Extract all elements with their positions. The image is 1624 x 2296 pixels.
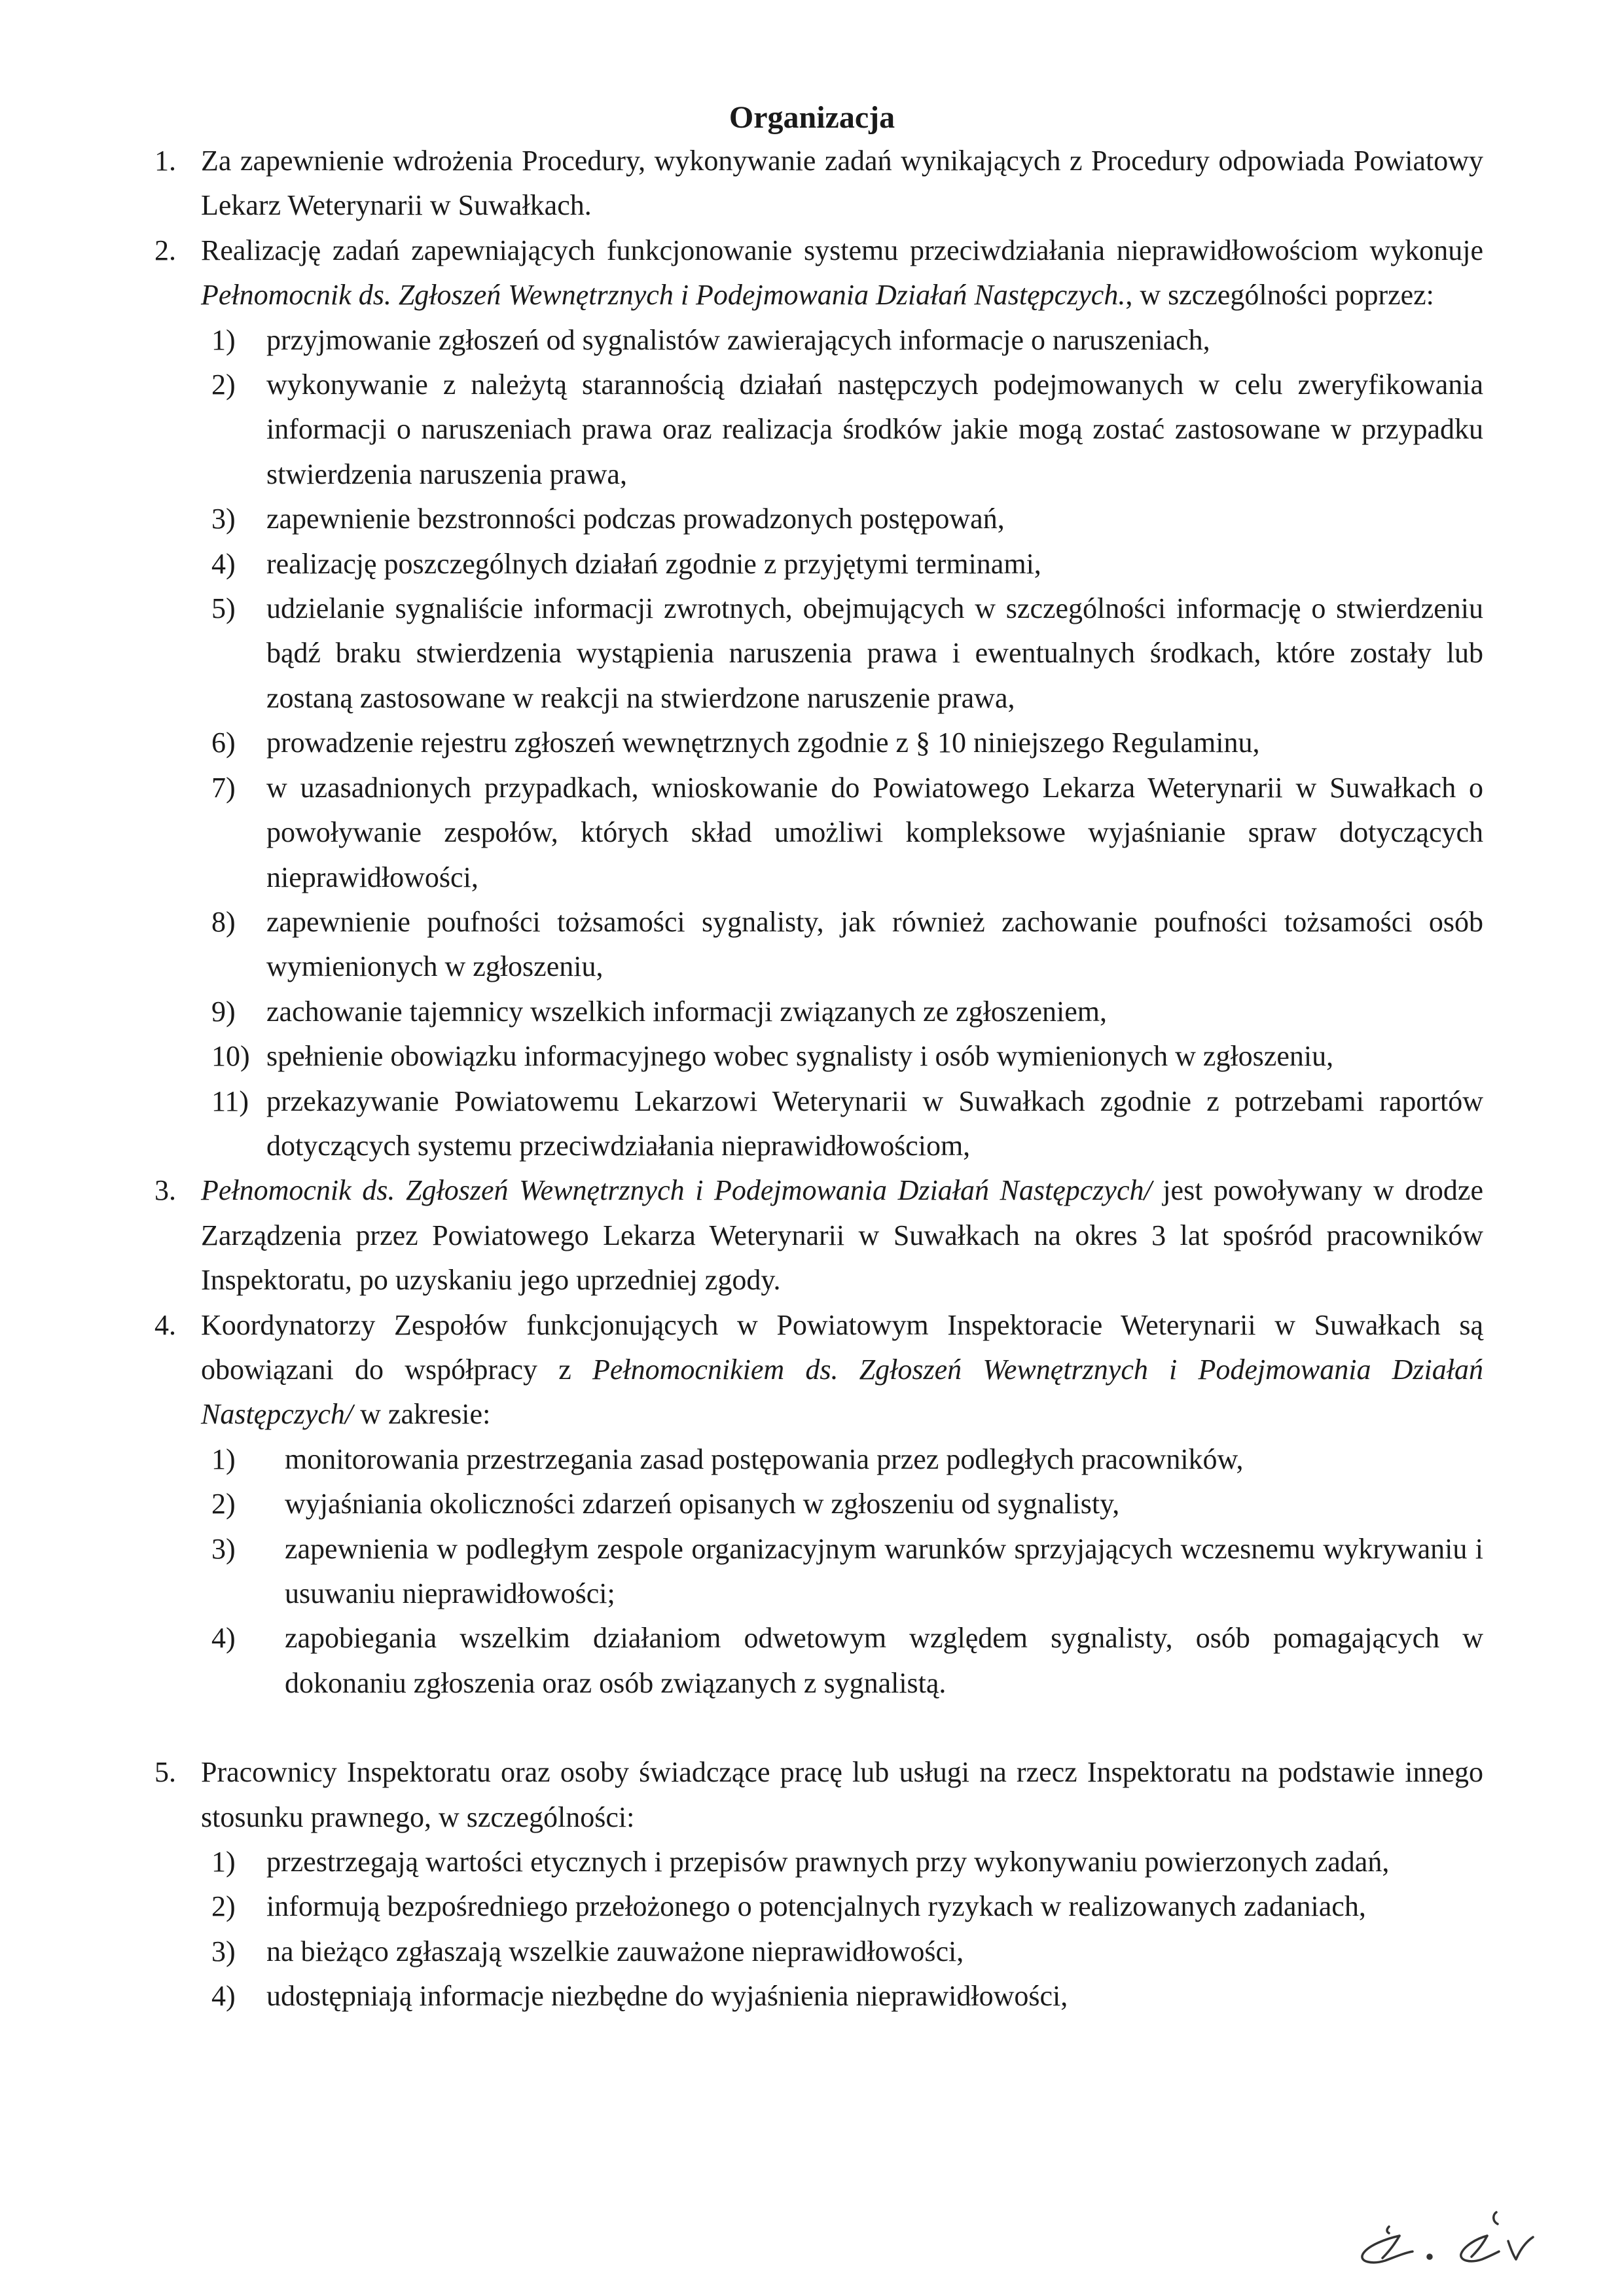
list-item-number: 4) (211, 547, 236, 580)
list-item (211, 1840, 1483, 1884)
point-text-part: , w szczególności poprzez: (1125, 279, 1434, 312)
list-item-text: wyjaśniania okoliczności zdarzeń opisanych w zgłoszeniu od sygnalisty, (285, 1488, 1120, 1520)
point-3 (154, 1168, 1483, 1302)
point-text-part: jest powoływany w drodze Zarządzenia przez Powiatowego Lekarza Weterynarii w Suwałkach na okres 3 lat spośród pracowników Inspektoratu, po uzyskaniu jego uprzedniej zgody. (201, 1174, 1483, 1297)
list-item-number: 4) (211, 1980, 236, 2013)
list-item-text: w uzasadnionych przypadkach, wnioskowanie do Powiatowego Lekarza Weterynarii w Suwałkach o powoływanie zespołów, których skład umożliwi kompleksowe wyjaśnianie spraw dotyczących nieprawidłowości, (266, 771, 1483, 893)
list-item-number: 10) (211, 1040, 250, 1073)
list-item-text: udzielanie sygnaliście informacji zwrotnych, obejmujących w szczególności informację o stwierdzeniu bądź braku stwierdzenia wystąpienia naruszenia prawa i ewentualnych środkach, które zostały lub zostaną zastosowane w reakcji na stwierdzone naruszenie prawa, (266, 592, 1483, 714)
list-item-number: 2) (211, 368, 236, 401)
list-item-number: 1) (211, 1443, 236, 1475)
list-item-number: 9) (211, 995, 236, 1028)
list-item-number: 4) (211, 1622, 236, 1655)
list-item-number: 2) (211, 1488, 236, 1520)
list-item-text: przestrzegają wartości etycznych i przepisów prawnych przy wykonywaniu powierzonych zadań, (266, 1846, 1390, 1878)
list-item-number: 2) (211, 1890, 236, 1923)
point-text (201, 1168, 1483, 1302)
list-item-text: wykonywanie z należytą starannością działań następczych podejmowanych w celu zweryfikowania informacji o naruszeniach prawa oraz realizacja środków jakie mogą zostać zastosowane w przypadku stwierdzenia naruszenia prawa, (266, 368, 1483, 490)
plenipotentiary-title: Pełnomocnik ds. Zgłoszeń Wewnętrznych i Podejmowania Działań Następczych. (201, 279, 1126, 312)
list-item (211, 586, 1483, 721)
list-item-text: informują bezpośredniego przełożonego o potencjalnych ryzykach w realizowanych zadaniach, (266, 1890, 1366, 1923)
list-item-number: 11) (211, 1085, 249, 1117)
list-item-text: prowadzenie rejestru zgłoszeń wewnętrznych zgodnie z § 10 niniejszego Regulaminu, (266, 726, 1260, 759)
list-item (211, 318, 1483, 363)
list-item-text: zachowanie tajemnicy wszelkich informacji związanych ze zgłoszeniem, (266, 995, 1107, 1028)
point-text-part: Koordynatorzy Zespołów funkcjonujących w Powiatowym Inspektoracie Weterynarii w Suwałkach są obowiązani do współpracy z (201, 1308, 1483, 1386)
list-item (211, 497, 1483, 541)
point-text (201, 228, 1483, 318)
list-item (211, 363, 1483, 497)
list-item-text: udostępniają informacje niezbędne do wyjaśnienia nieprawidłowości, (266, 1980, 1068, 2013)
point-text: Pracownicy Inspektoratu oraz osoby świadczące pracę lub usługi na rzecz Inspektoratu na podstawie innego stosunku prawnego, w szczególności: (201, 1756, 1483, 1833)
list-item-number: 3) (211, 503, 236, 535)
list-item-number: 3) (211, 1532, 236, 1565)
list-item (211, 1527, 1483, 1617)
list-item-text: na bieżąco zgłaszają wszelkie zauważone nieprawidłowości, (266, 1935, 964, 1967)
plenipotentiary-title: Pełnomocnik ds. Zgłoszeń Wewnętrznych i Podejmowania Działań Następczych/ (201, 1174, 1152, 1207)
list-item (211, 1482, 1483, 1526)
list-item-text: zapobiegania wszelkim działaniom odwetowym względem sygnalisty, osób pomagających w dokonaniu zgłoszenia oraz osób związanych z sygnalistą. (285, 1622, 1483, 1699)
list-item-number: 3) (211, 1935, 236, 1967)
list-item-number: 1) (211, 323, 236, 356)
list-item-number: 8) (211, 905, 236, 938)
list-item (211, 1079, 1483, 1169)
list-item (211, 542, 1483, 586)
point-1 (154, 139, 1483, 228)
plenipotentiary-title: Pełnomocnikiem ds. Zgłoszeń Wewnętrznych i Podejmowania Działań Następczych/ (201, 1353, 1483, 1431)
list-item-text: realizację poszczególnych działań zgodnie z przyjętymi terminami, (266, 547, 1041, 580)
list-item-text: przekazywanie Powiatowemu Lekarzowi Weterynarii w Suwałkach zgodnie z potrzebami raportów dotyczących systemu przeciwdziałania nieprawidłowościom, (266, 1085, 1483, 1162)
list-item (211, 990, 1483, 1034)
list-item-number: 5) (211, 592, 236, 625)
list-item-text: monitorowania przestrzegania zasad postępowania przez podległych pracowników, (285, 1443, 1244, 1475)
list-item-number: 7) (211, 771, 236, 804)
list-item (211, 1437, 1483, 1482)
list-item (211, 1616, 1483, 1706)
list-item (211, 721, 1483, 765)
point-text (201, 1303, 1483, 1437)
handwritten-initials (1348, 2199, 1571, 2271)
point-2 (154, 228, 1483, 318)
list-item (211, 1974, 1483, 2018)
list-item-text: zapewnienie poufności tożsamości sygnalisty, jak również zachowanie poufności tożsamości osób wymienionych w zgłoszeniu, (266, 905, 1483, 983)
point-text: Za zapewnienie wdrożenia Procedury, wykonywanie zadań wynikających z Procedury odpowiada Powiatowy Lekarz Weterynarii w Suwałkach. (201, 145, 1483, 222)
point-number: 5. (154, 1756, 176, 1789)
point-4 (154, 1303, 1483, 1437)
section-title: Organizacja (729, 100, 895, 135)
list-item (211, 766, 1483, 900)
list-item (211, 1929, 1483, 1974)
list-item-text: spełnienie obowiązku informacyjnego wobec sygnalisty i osób wymienionych w zgłoszeniu, (266, 1040, 1334, 1073)
list-item (211, 1034, 1483, 1079)
point-number: 1. (154, 145, 176, 177)
point-text-part: Realizację zadań zapewniających funkcjonowanie systemu przeciwdziałania nieprawidłowościom wykonuje (201, 234, 1483, 266)
document-body (154, 139, 1483, 2019)
list-item-text: przyjmowanie zgłoszeń od sygnalistów zawierających informacje o naruszeniach, (266, 323, 1210, 356)
point-number: 2. (154, 234, 176, 266)
point-5 (154, 1750, 1483, 1840)
list-item-number: 1) (211, 1846, 236, 1878)
point-number: 4. (154, 1308, 176, 1341)
list-item (211, 900, 1483, 990)
point-number: 3. (154, 1174, 176, 1207)
point-text-part: w zakresie: (353, 1398, 491, 1431)
list-item-number: 6) (211, 726, 236, 759)
list-item (211, 1884, 1483, 1929)
list-item-text: zapewnienie bezstronności podczas prowadzonych postępowań, (266, 503, 1005, 535)
spacer (154, 1706, 1483, 1750)
list-item-text: zapewnienia w podległym zespole organizacyjnym warunków sprzyjających wczesnemu wykrywaniu i usuwaniu nieprawidłowości; (285, 1532, 1483, 1609)
